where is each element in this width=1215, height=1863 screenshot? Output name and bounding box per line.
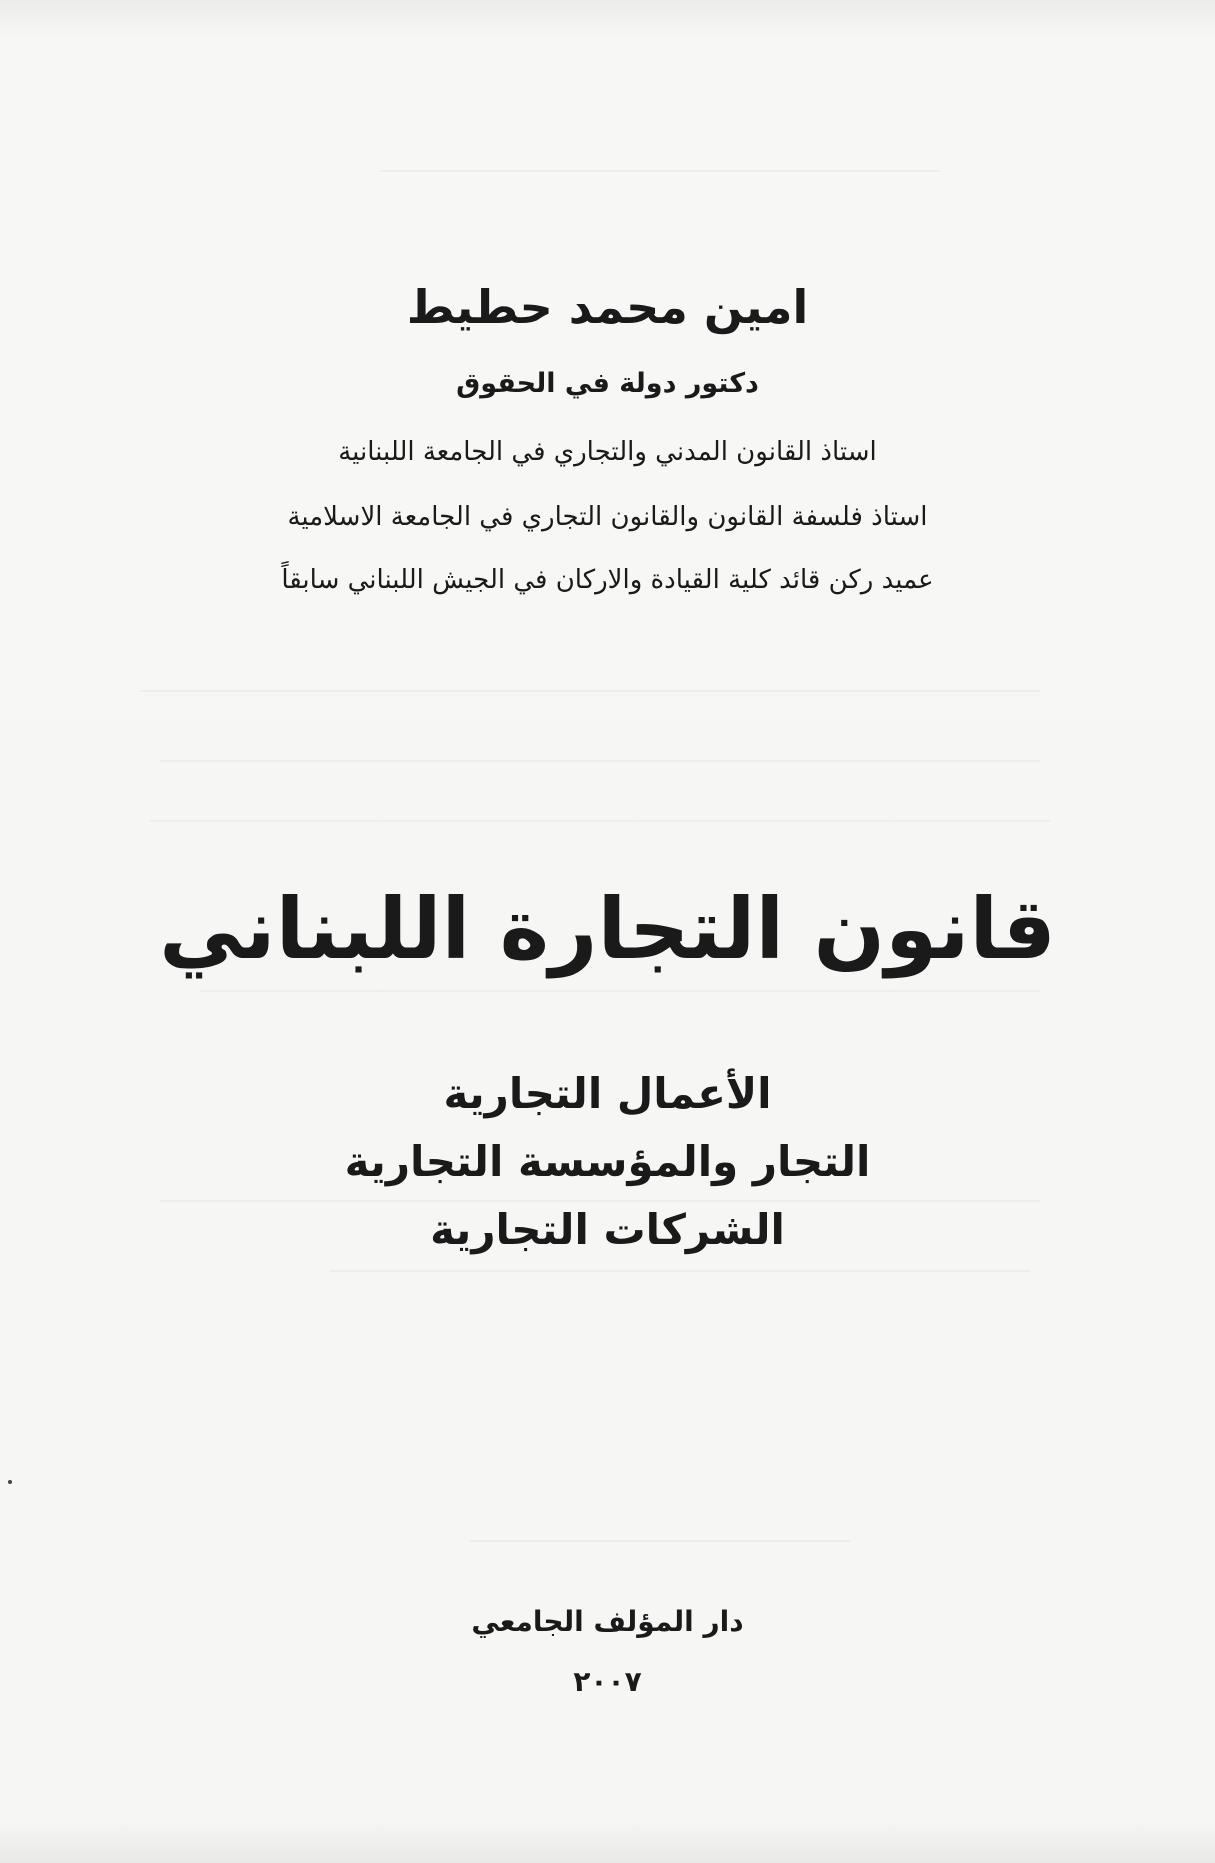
author-degree: دكتور دولة في الحقوق — [456, 368, 759, 399]
author-position-2: استاذ فلسفة القانون والقانون التجاري في الجامعة الاسلامية — [287, 502, 928, 532]
scan-speck — [8, 1480, 12, 1484]
author-name: امين محمد حطيط — [406, 280, 809, 334]
topic-item: التجار والمؤسسة التجارية — [344, 1137, 871, 1186]
publisher-name: دار المؤلف الجامعي — [471, 1605, 744, 1638]
author-position-1: استاذ القانون المدني والتجاري في الجامعة اللبنانية — [338, 437, 877, 467]
publication-year: ٢٠٠٧ — [573, 1665, 642, 1698]
topics-list — [0, 1060, 1215, 1264]
book-title: قانون التجارة اللبناني — [159, 880, 1056, 978]
author-position-3: عميد ركن قائد كلية القيادة والاركان في الجيش اللبناني سابقاً — [281, 565, 934, 595]
topic-item: الأعمال التجارية — [443, 1069, 772, 1118]
topic-item: الشركات التجارية — [430, 1205, 785, 1254]
